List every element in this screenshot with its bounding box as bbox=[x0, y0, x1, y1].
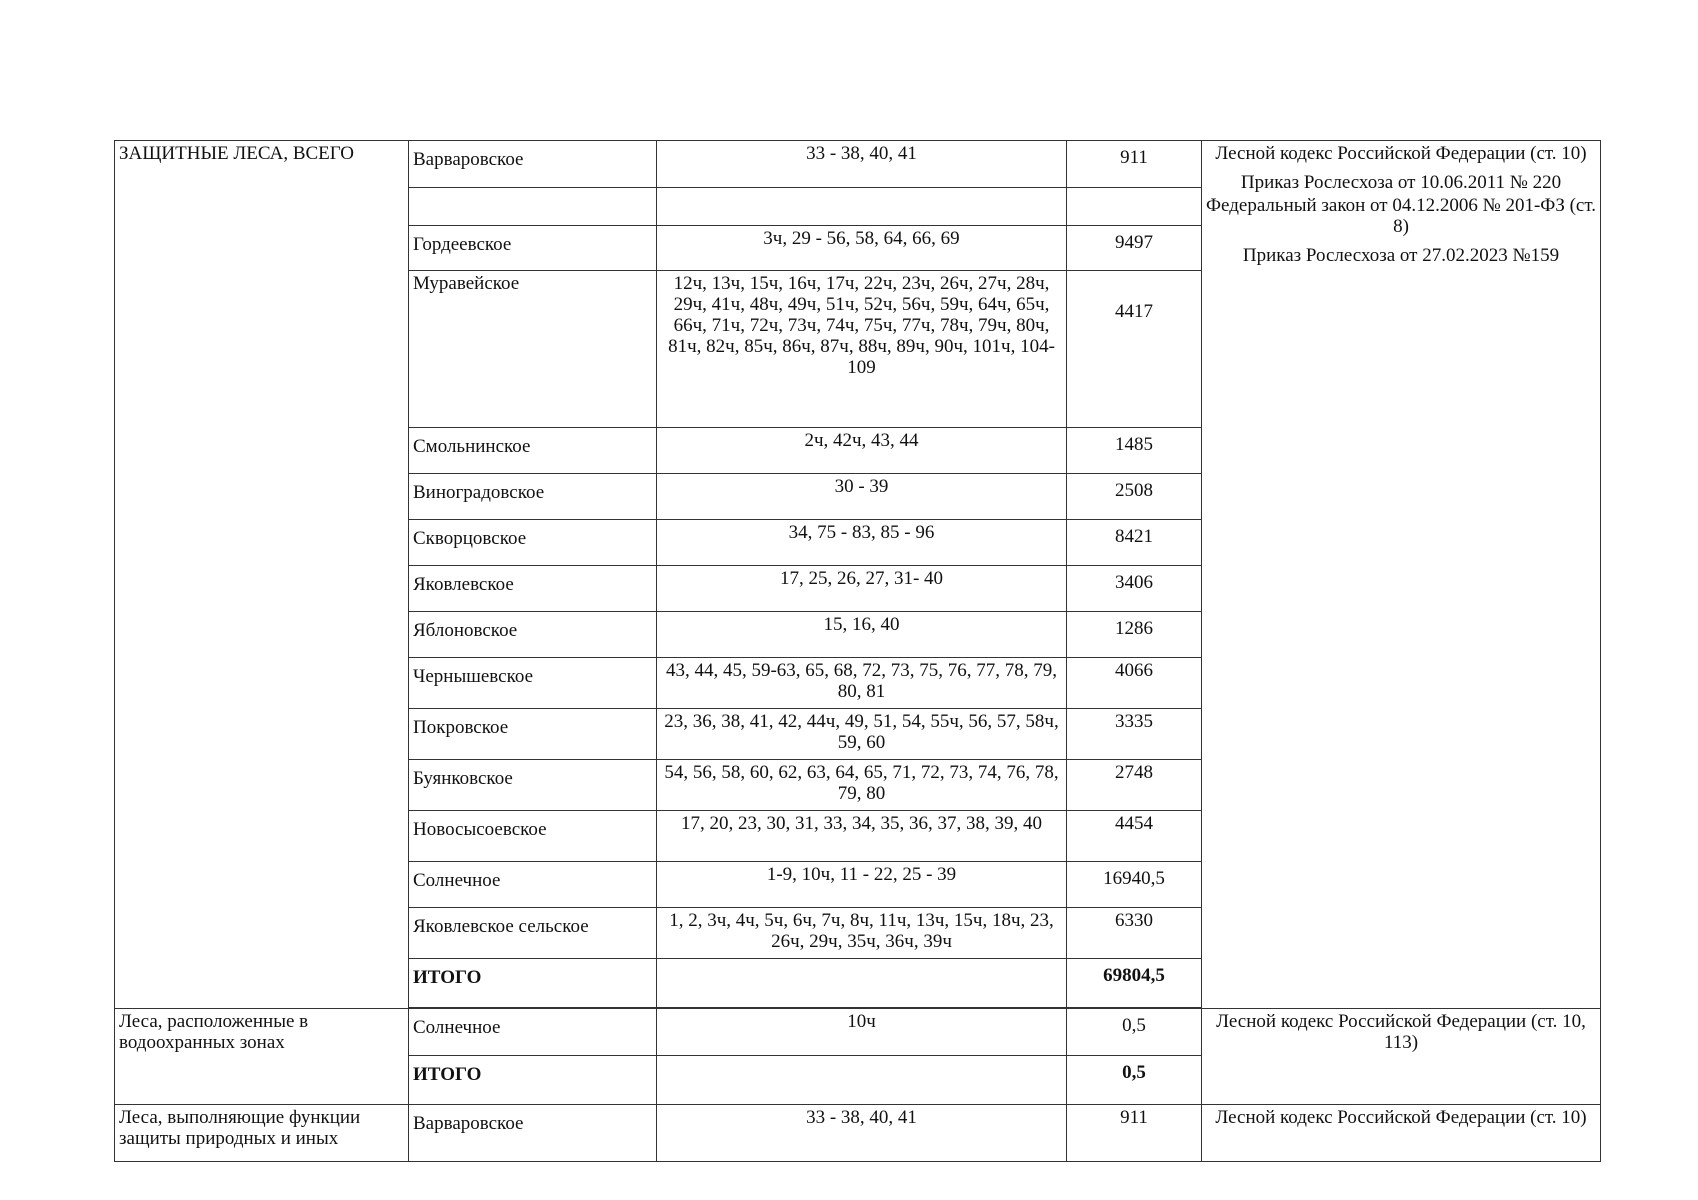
legal-basis-line: Приказ Рослесхоза от 27.02.2023 №159 bbox=[1242, 245, 1560, 266]
area-cell: 1485 bbox=[1067, 428, 1202, 474]
total-area: 0,5 bbox=[1067, 1056, 1202, 1105]
district-cell: Гордеевское bbox=[409, 226, 657, 271]
district-cell: Яковлевское сельское bbox=[409, 908, 657, 959]
quarters-cell: 15, 16, 40 bbox=[657, 612, 1067, 658]
legal-basis-line: Лесной кодекс Российской Федерации (ст. 10) bbox=[1215, 1107, 1587, 1128]
total-label: ИТОГО bbox=[409, 959, 657, 1008]
district-cell: Виноградовское bbox=[409, 474, 657, 520]
quarters-cell bbox=[657, 188, 1067, 226]
area-cell: 2748 bbox=[1067, 760, 1202, 811]
area-cell: 9497 bbox=[1067, 226, 1202, 271]
legal-basis-line: Федеральный закон от 04.12.2006 № 201-ФЗ (ст. 8) bbox=[1206, 195, 1596, 237]
quarters-cell: 33 - 38, 40, 41 bbox=[657, 1105, 1067, 1162]
legal-basis-cell bbox=[1202, 1009, 1601, 1105]
quarters-cell: 10ч bbox=[657, 1009, 1067, 1056]
quarters-cell: 33 - 38, 40, 41 bbox=[657, 141, 1067, 188]
area-cell: 4454 bbox=[1067, 811, 1202, 862]
quarters-cell: 17, 25, 26, 27, 31- 40 bbox=[657, 566, 1067, 612]
district-cell: Новосысоевское bbox=[409, 811, 657, 862]
area-cell bbox=[1067, 188, 1202, 226]
area-cell: 8421 bbox=[1067, 520, 1202, 566]
legal-basis-line: Приказ Рослесхоза от 10.06.2011 № 220 bbox=[1240, 172, 1562, 193]
category-cell: Леса, расположенные в водоохранных зонах bbox=[115, 1009, 409, 1105]
area-cell: 3406 bbox=[1067, 566, 1202, 612]
category-cell: ЗАЩИТНЫЕ ЛЕСА, ВСЕГО bbox=[115, 141, 409, 1009]
area-cell: 1286 bbox=[1067, 612, 1202, 658]
area-cell: 0,5 bbox=[1067, 1009, 1202, 1056]
district-cell: Солнечное bbox=[409, 862, 657, 908]
district-cell: Муравейское bbox=[409, 271, 657, 428]
district-cell: Чернышевское bbox=[409, 658, 657, 709]
district-cell: Варваровское bbox=[409, 1105, 657, 1162]
district-cell: Покровское bbox=[409, 709, 657, 760]
protective-forests-table bbox=[114, 140, 1601, 1162]
area-cell: 911 bbox=[1067, 1105, 1202, 1162]
legal-basis-cell bbox=[1202, 1105, 1601, 1162]
district-cell: Скворцовское bbox=[409, 520, 657, 566]
total-label: ИТОГО bbox=[409, 1056, 657, 1105]
district-cell: Яблоновское bbox=[409, 612, 657, 658]
quarters-cell bbox=[657, 959, 1067, 1008]
district-cell: Солнечное bbox=[409, 1009, 657, 1056]
district-cell: Смольнинское bbox=[409, 428, 657, 474]
quarters-cell: 12ч, 13ч, 15ч, 16ч, 17ч, 22ч, 23ч, 26ч, 27ч, 28ч, 29ч, 41ч, 48ч, 49ч, 51ч, 52ч, 56ч, 59ч, 64ч, 65ч, 66ч, 71ч, 72ч, 73ч, 74ч, 75ч, 77ч, 78ч, 79ч, 80ч, 81ч, 82ч, 85ч, 86ч, 87ч, 88ч, 89ч, 90ч, 101ч, 104-109 bbox=[657, 271, 1067, 428]
category-cell: Леса, выполняющие функции защиты природных и иных bbox=[115, 1105, 409, 1162]
area-cell: 4417 bbox=[1067, 271, 1202, 428]
area-cell: 6330 bbox=[1067, 908, 1202, 959]
quarters-cell: 2ч, 42ч, 43, 44 bbox=[657, 428, 1067, 474]
district-cell: Яковлевское bbox=[409, 566, 657, 612]
quarters-cell: 43, 44, 45, 59-63, 65, 68, 72, 73, 75, 76, 77, 78, 79, 80, 81 bbox=[657, 658, 1067, 709]
district-cell: Варваровское bbox=[409, 141, 657, 188]
legal-basis-line: Лесной кодекс Российской Федерации (ст. 10, 113) bbox=[1216, 1011, 1586, 1053]
quarters-cell: 1-9, 10ч, 11 - 22, 25 - 39 bbox=[657, 862, 1067, 908]
table-row bbox=[115, 1105, 1601, 1162]
table-row bbox=[115, 1009, 1601, 1056]
legal-basis-cell bbox=[1202, 141, 1601, 1009]
area-cell: 16940,5 bbox=[1067, 862, 1202, 908]
district-cell: Буянковское bbox=[409, 760, 657, 811]
district-cell bbox=[409, 188, 657, 226]
table-row bbox=[115, 141, 1601, 188]
quarters-cell: 34, 75 - 83, 85 - 96 bbox=[657, 520, 1067, 566]
area-cell: 2508 bbox=[1067, 474, 1202, 520]
area-cell: 911 bbox=[1067, 141, 1202, 188]
quarters-cell: 1, 2, 3ч, 4ч, 5ч, 6ч, 7ч, 8ч, 11ч, 13ч, 15ч, 18ч, 23, 26ч, 29ч, 35ч, 36ч, 39ч bbox=[657, 908, 1067, 959]
area-cell: 3335 bbox=[1067, 709, 1202, 760]
quarters-cell: 30 - 39 bbox=[657, 474, 1067, 520]
total-area: 69804,5 bbox=[1067, 959, 1202, 1008]
legal-basis-line: Лесной кодекс Российской Федерации (ст. 10) bbox=[1215, 143, 1587, 164]
quarters-cell: 3ч, 29 - 56, 58, 64, 66, 69 bbox=[657, 226, 1067, 271]
area-cell: 4066 bbox=[1067, 658, 1202, 709]
quarters-cell: 23, 36, 38, 41, 42, 44ч, 49, 51, 54, 55ч, 56, 57, 58ч, 59, 60 bbox=[657, 709, 1067, 760]
quarters-cell: 54, 56, 58, 60, 62, 63, 64, 65, 71, 72, 73, 74, 76, 78, 79, 80 bbox=[657, 760, 1067, 811]
quarters-cell bbox=[657, 1056, 1067, 1105]
quarters-cell: 17, 20, 23, 30, 31, 33, 34, 35, 36, 37, 38, 39, 40 bbox=[657, 811, 1067, 862]
